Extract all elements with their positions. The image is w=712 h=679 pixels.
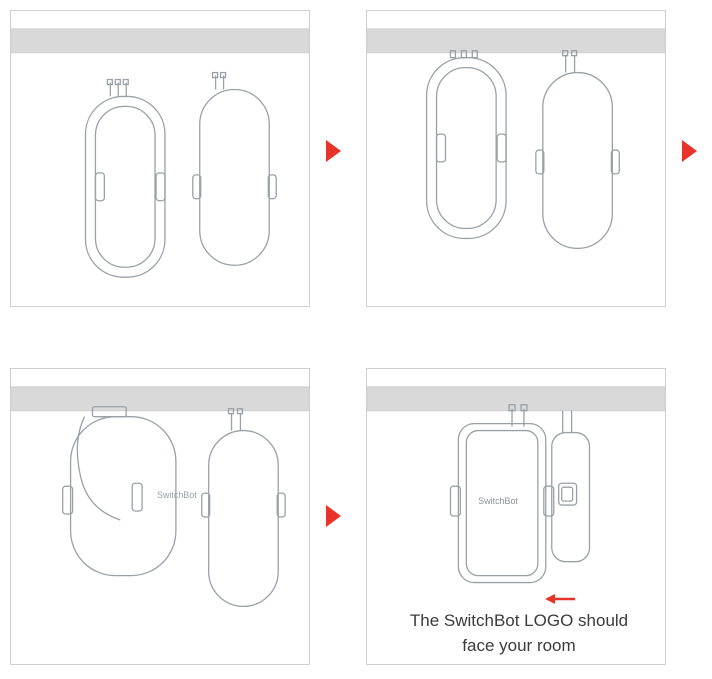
curtain-rod: [11, 29, 309, 53]
logo-direction-arrow-icon: [543, 590, 577, 608]
panel-step-2-illustration: [367, 11, 665, 306]
curtain-hook-right: [193, 73, 276, 266]
switchbot-logo-label: SwitchBot: [157, 490, 197, 501]
panel-step-1-illustration: [11, 11, 309, 306]
switchbot-device-outline: [86, 80, 165, 278]
panel-step-2: [366, 10, 666, 307]
curtain-rod: [11, 387, 309, 411]
curtain-hook-right: [536, 51, 619, 249]
switchbot-device-outline: [427, 51, 506, 239]
curtain-hook-right: [202, 409, 285, 607]
caption-text: [374, 608, 664, 658]
panel-step-3: [10, 368, 310, 665]
curtain-rod: [367, 387, 665, 411]
arrow-step2-to-step3: [682, 140, 697, 162]
curtain-hook-right: [552, 411, 590, 562]
switchbot-device-outline: [63, 407, 198, 576]
switchbot-logo-label: SwitchBot: [478, 496, 518, 507]
caption-line-1: The SwitchBot LOGO should: [409, 611, 629, 630]
panel-step-3-illustration: [11, 369, 309, 664]
arrow-step3-to-step4: [326, 505, 341, 527]
panel-step-1: [10, 10, 310, 307]
curtain-rod: [367, 29, 665, 53]
arrow-step1-to-step2: [326, 140, 341, 162]
caption-line-2: face your room: [462, 636, 576, 655]
switchbot-device-front: [450, 405, 553, 583]
